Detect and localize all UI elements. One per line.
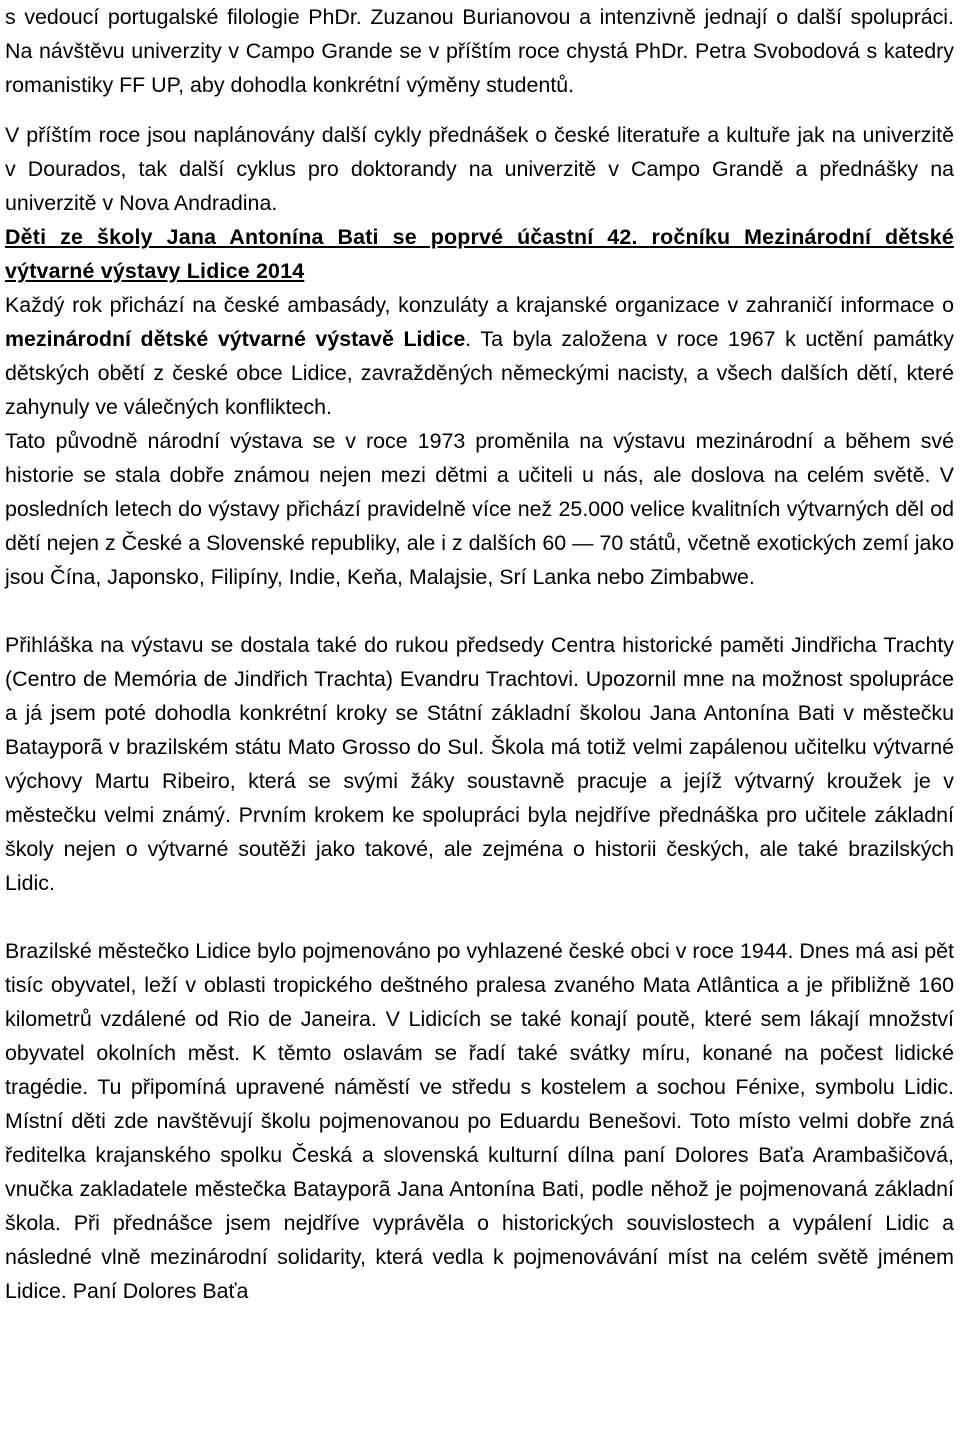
paragraph-brazilian-lidice: Brazilské městečko Lidice bylo pojmenováno po vyhlazené české obci v roce 1944. Dnes má asi pět tisíc obyvatel, leží v oblasti tropického deštného pralesa zvaného Mata Atlântica a je přibližně 160 kilometrů vzdálené od Rio de Janeira. V Lidicích se také konají poutě, které sem lákají množství obyvatel okolních měst. K těmto oslavám se řadí také svátky míru, konané na počest lidické tragédie. Tu připomíná upravené náměstí ve středu s kostelem a sochou Fénixe, symbolu Lidic. Místní děti zde navštěvují školu pojmenovanou po Eduardu Benešovi. Toto místo velmi dobře zná ředitelka krajanského spolku Česká a slovenská kulturní dílna paní Dolores Baťa Arambašičová, vnučka zakladatele městečka Batayporã Jana Antonína Bati, podle něhož je pojmenovaná základní škola. Při přednášce jsem nejdříve vyprávěla o historických souvislostech a vypálení Lidic a následné vlně mezinárodní solidarity, která vedla k pojmenovávání míst na celém světě jménem Lidice. Paní Dolores Baťa bbox=[5, 939, 954, 1303]
paragraph-lecture-cycles: V příštím roce jsou naplánovány další cykly přednášek o české literatuře a kultuře jak na univerzitě v Dourados, tak další cyklus pro doktorandy na univerzitě v Campo Grandě a přednášky na univerzitě v Nova Andradina. bbox=[5, 123, 954, 215]
paragraph-exhibition-history: Tato původně národní výstava se v roce 1973 proměnila na výstavu mezinárodní a během své historie se stala dobře známou nejen mezi dětmi a učiteli u nás, ale doslova na celém světě. V posledních letech do výstavy přichází pravidelně více než 25.000 velice kvalitních výtvarných děl od dětí nejen z České a Slovenské republiky, ale i z dalších 60 — 70 států, včetně exotických zemí jako jsou Čína, Japonsko, Filipíny, Indie, Keňa, Malajsie, Srí Lanka nebo Zimbabwe. bbox=[5, 429, 954, 589]
section-heading: Děti ze školy Jana Antonína Bati se poprvé účastní 42. ročníku Mezinárodní dětské výtvarné výstavy Lidice 2014 bbox=[5, 225, 954, 283]
paragraph-exhibition-intro-part1: Každý rok přichází na české ambasády, konzuláty a krajanské organizace v zahraničí informace o bbox=[5, 293, 954, 317]
exhibition-name-bold: mezinárodní dětské výtvarné výstavě Lidice bbox=[5, 327, 466, 351]
paragraph-application: Přihláška na výstavu se dostala také do rukou předsedy Centra historické paměti Jindřicha Trachty (Centro de Memória de Jindřich Trachta) Evandru Trachtovi. Upozornil mne na možnost spolupráce a já jsem poté dohodla konkrétní kroky se Státní základní školou Jana Antonína Bati v městečku Batayporã v brazilském státu Mato Grosso do Sul. Škola má totiž velmi zapálenou učitelku výtvarné výchovy Martu Ribeiro, která se svými žáky soustavně pracuje a jejíž výtvarný kroužek je v městečku velmi známý. Prvním krokem ke spolupráci byla nejdříve přednáška pro učitele základní školy nejen o výtvarné soutěži jako takové, ale zejména o historii českých, ale také brazilských Lidic. bbox=[5, 633, 954, 895]
paragraph-exhibition-intro bbox=[5, 288, 954, 424]
paragraph-cooperation: s vedoucí portugalské filologie PhDr. Zuzanou Burianovou a intenzivně jednají o další spolupráci. Na návštěvu univerzity v Campo Grande se v příštím roce chystá PhDr. Petra Svobodová s katedry romanistiky FF UP, aby dohodla konkrétní výměny studentů. bbox=[5, 5, 954, 97]
paragraph-exhibition-intro-part2: . Ta byla založena v roce 1967 k uctění památky dětských obětí z české obce Lidice, zavražděných německými nacisty, a všech dalších dětí, které zahynuly ve válečných konfliktech. bbox=[5, 327, 955, 419]
